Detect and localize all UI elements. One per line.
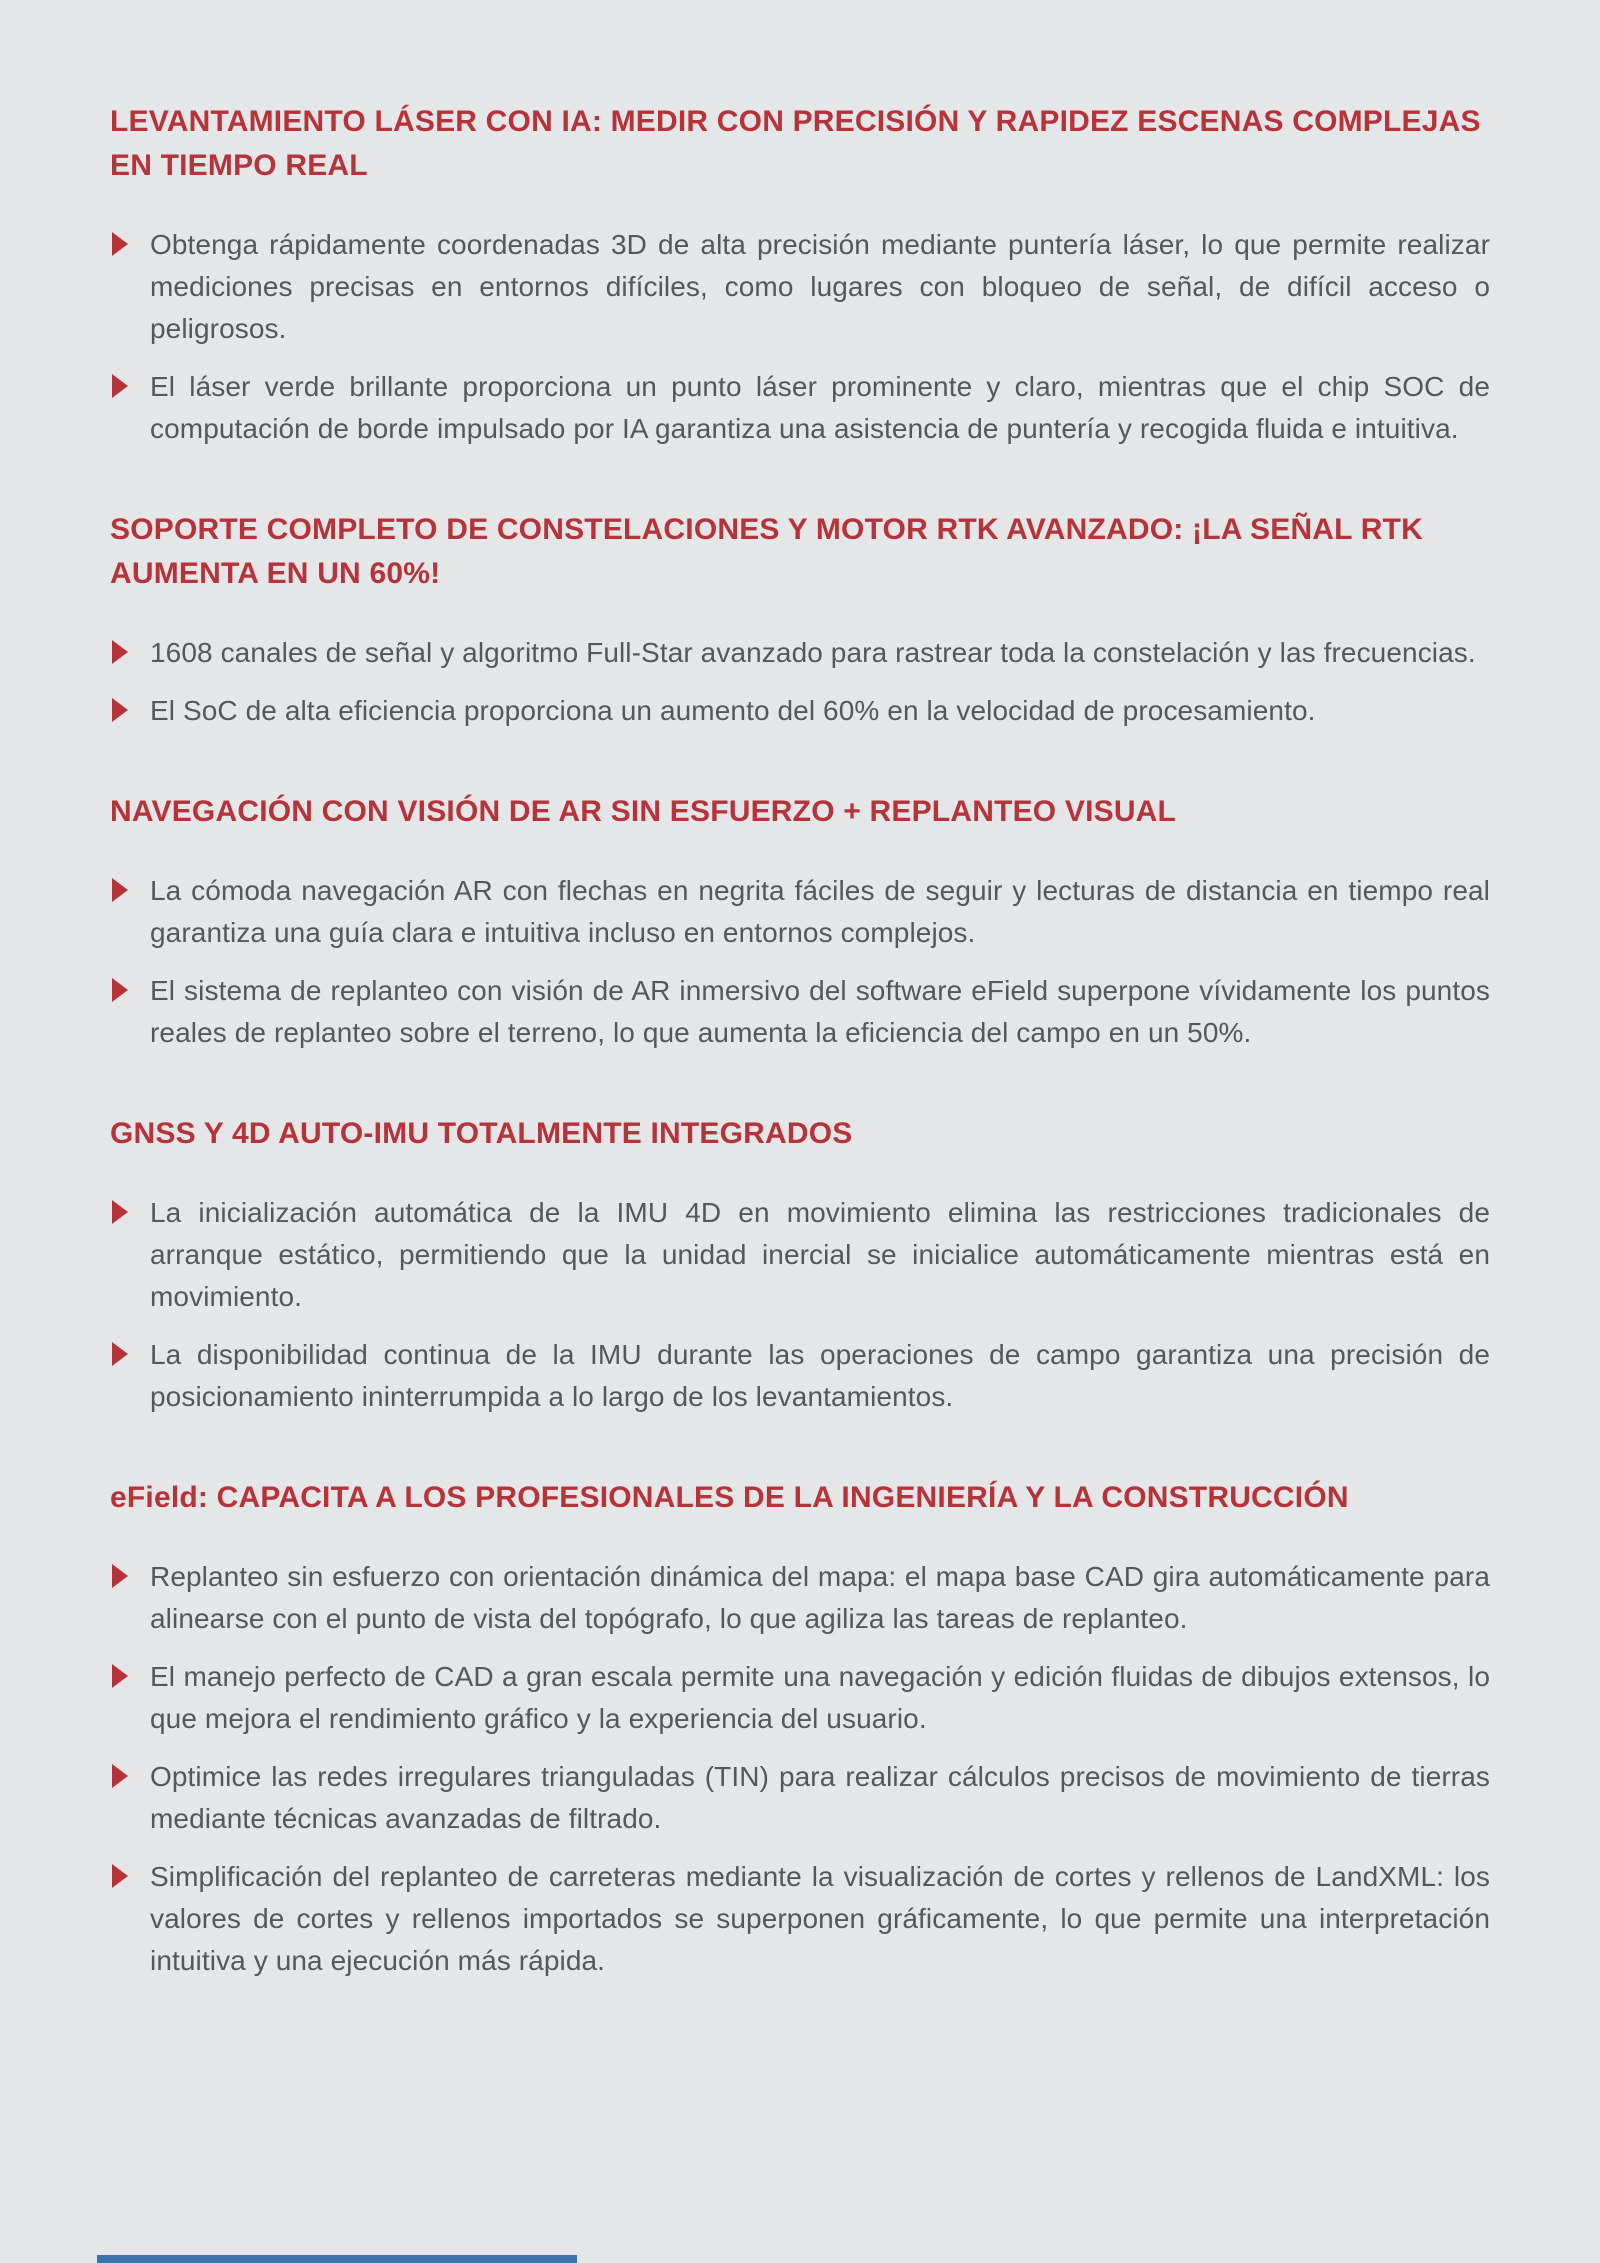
bullet-text: Obtenga rápidamente coordenadas 3D de alta precisión mediante puntería láser, lo que permite realizar mediciones precisas en entornos difíciles, como lugares con bloqueo de señal, de difícil acceso o peligrosos. [150,229,1490,344]
bullet-text: La disponibilidad continua de la IMU durante las operaciones de campo garantiza una precisión de posicionamiento ininterrumpida a lo largo de los levantamientos. [150,1339,1490,1412]
bullet-arrow-icon [112,1200,128,1224]
bullet-text: Replanteo sin esfuerzo con orientación dinámica del mapa: el mapa base CAD gira automáticamente para alinearse con el punto de vista del topógrafo, lo que agiliza las tareas de replanteo. [150,1561,1490,1634]
bullet-text: La inicialización automática de la IMU 4D en movimiento elimina las restricciones tradicionales de arranque estático, permitiendo que la unidad inercial se inicialice automáticamente mientras está en movimiento. [150,1197,1490,1312]
bullet-text: La cómoda navegación AR con flechas en negrita fáciles de seguir y lecturas de distancia en tiempo real garantiza una guía clara e intuitiva incluso en entornos complejos. [150,875,1490,948]
bullet-arrow-icon [112,1342,128,1366]
bullet-text: Optimice las redes irregulares trianguladas (TIN) para realizar cálculos precisos de movimiento de tierras mediante técnicas avanzadas de filtrado. [150,1761,1490,1834]
section-ar-navigation [110,790,1490,1054]
bullet-arrow-icon [112,640,128,664]
section-constellation-rtk [110,508,1490,732]
list-item [110,970,1490,1054]
section-gnss-imu [110,1112,1490,1418]
list-item [110,1192,1490,1318]
bullet-arrow-icon [112,698,128,722]
section-heading-constellation-rtk: SOPORTE COMPLETO DE CONSTELACIONES Y MOTOR RTK AVANZADO: ¡LA SEÑAL RTK AUMENTA EN UN 60%! [110,513,1423,590]
list-item [110,1556,1490,1640]
list-item [110,1334,1490,1418]
list-item [110,224,1490,350]
bullet-text: El sistema de replanteo con visión de AR inmersivo del software eField superpone vívidamente los puntos reales de replanteo sobre el terreno, lo que aumenta la eficiencia del campo en un 50%. [150,975,1490,1048]
bullet-arrow-icon [112,232,128,256]
bullet-arrow-icon [112,1664,128,1688]
list-item [110,1656,1490,1740]
section-laser-surveying [110,100,1490,450]
bullet-arrow-icon [112,1764,128,1788]
section-heading-gnss-imu: GNSS Y 4D AUTO-IMU TOTALMENTE INTEGRADOS [110,1117,853,1150]
section-heading-laser-surveying: LEVANTAMIENTO LÁSER CON IA: MEDIR CON PRECISIÓN Y RAPIDEZ ESCENAS COMPLEJAS EN TIEMPO REAL [110,105,1481,182]
bullet-arrow-icon [112,1564,128,1588]
list-item [110,690,1490,732]
bullet-text: El manejo perfecto de CAD a gran escala permite una navegación y edición fluidas de dibujos extensos, lo que mejora el rendimiento gráfico y la experiencia del usuario. [150,1661,1490,1734]
bullet-arrow-icon [112,978,128,1002]
bullet-arrow-icon [112,374,128,398]
bullet-text: 1608 canales de señal y algoritmo Full-Star avanzado para rastrear toda la constelación y las frecuencias. [150,637,1476,668]
list-item [110,632,1490,674]
bullet-arrow-icon [112,1864,128,1888]
bullet-text: El láser verde brillante proporciona un punto láser prominente y claro, mientras que el chip SOC de computación de borde impulsado por IA garantiza una asistencia de puntería y recogida fluida e intuitiva. [150,371,1490,444]
list-item [110,366,1490,450]
section-heading-ar-navigation: NAVEGACIÓN CON VISIÓN DE AR SIN ESFUERZO + REPLANTEO VISUAL [110,795,1177,828]
list-item [110,1756,1490,1840]
bullet-text: Simplificación del replanteo de carreteras mediante la visualización de cortes y rellenos de LandXML: los valores de cortes y rellenos importados se superponen gráficamente, lo que permite una interpretación intuitiva y una ejecución más rápida. [150,1861,1490,1976]
list-item [110,1856,1490,1982]
bullet-text: El SoC de alta eficiencia proporciona un aumento del 60% en la velocidad de procesamiento. [150,695,1316,726]
list-item [110,870,1490,954]
bullet-arrow-icon [112,878,128,902]
section-heading-efield: eField: CAPACITA A LOS PROFESIONALES DE LA INGENIERÍA Y LA CONSTRUCCIÓN [110,1481,1349,1514]
section-efield [110,1476,1490,1982]
footer-accent-bar [97,2255,577,2263]
